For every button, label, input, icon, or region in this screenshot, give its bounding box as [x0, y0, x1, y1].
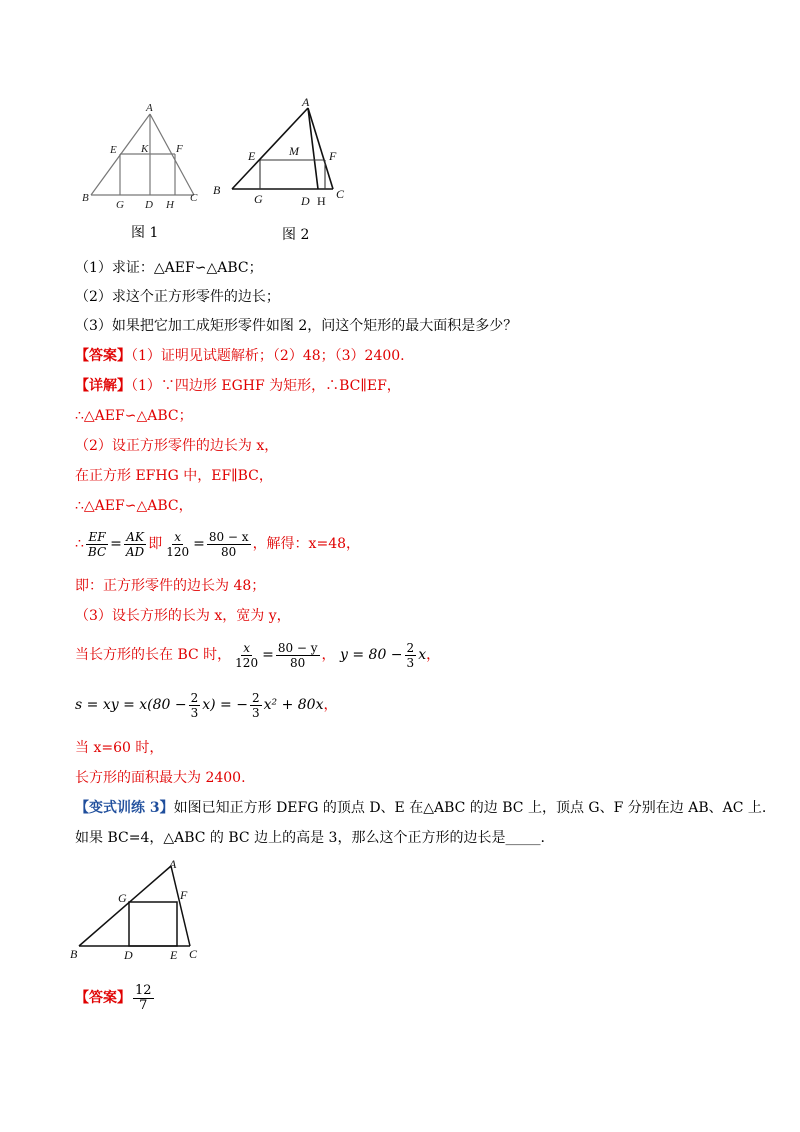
area-expression-c: x² + 80x	[263, 697, 324, 713]
variant-line-2: 如果 BC=4，△ABC 的 BC 边上的高是 3，那么这个正方形的边长是_____.	[75, 830, 545, 846]
fig1-label-F: F	[176, 143, 183, 155]
fig1-label-K: K	[141, 143, 149, 155]
fig1-label-G: G	[116, 199, 124, 211]
variant-line-1	[75, 798, 766, 818]
fraction-ak-ad	[124, 530, 146, 559]
comma: ，	[323, 697, 338, 713]
frac-den: 3	[406, 655, 415, 670]
frac-num: x	[174, 529, 182, 544]
fraction-80y-80	[276, 641, 320, 670]
figure-1	[80, 100, 210, 215]
fig2-label-F: F	[329, 149, 337, 163]
ji-word: 即	[148, 536, 163, 552]
detail-tag: 【详解】	[75, 378, 131, 394]
fig3-label-D: D	[124, 948, 133, 962]
frac-num: EF	[88, 529, 106, 544]
detail-line-1	[75, 376, 401, 396]
fig3-label-F: F	[180, 888, 188, 902]
frac-num: 2	[190, 690, 199, 705]
frac-den: 120	[235, 655, 259, 670]
equals-sign: =	[193, 536, 205, 552]
fig1-label-C: C	[190, 192, 198, 204]
frac-den: 80	[290, 655, 306, 670]
figure-2-drawing	[210, 92, 355, 217]
frac-num: AK	[126, 529, 144, 544]
fig2-label-C: C	[336, 187, 345, 201]
question-3: （3）如果把它加工成矩形零件如图 2，问这个矩形的最大面积是多少？	[75, 318, 518, 334]
fig2-label-G: G	[254, 192, 263, 206]
frac-den: BC	[87, 544, 107, 559]
fraction-2-3-a	[189, 691, 201, 720]
solve-result: ，解得：x=48，	[252, 536, 361, 552]
answer2-line	[75, 978, 156, 1018]
figure-3	[65, 858, 215, 963]
detail-text-1: （1）∵四边形 EGHF 为矩形，∴BC∥EF，	[131, 378, 401, 394]
frac-num: 80 − x	[208, 529, 249, 544]
frac-num: 2	[251, 690, 260, 705]
y-expression: y = 80 −	[340, 647, 403, 663]
frac-den: 80	[221, 544, 237, 559]
frac-den: AD	[125, 544, 145, 559]
answer-tag: 【答案】	[75, 348, 131, 364]
fig2-label-H: H	[317, 194, 326, 208]
fig1-label-H: H	[166, 199, 174, 211]
detail-line-2: ∴△AEF∽△ABC；	[75, 408, 193, 424]
fig3-label-G: G	[118, 891, 127, 905]
fig3-label-A: A	[169, 858, 177, 871]
figure-3-drawing	[65, 858, 215, 963]
answer2-numerator: 12	[135, 982, 152, 998]
question-2: （2）求这个正方形零件的边长；	[75, 289, 280, 305]
frac-num: 2	[406, 640, 415, 655]
x-var: x	[418, 647, 427, 663]
detail-line-12: 长方形的面积最大为 2400.	[75, 770, 246, 786]
frac-den: 3	[190, 705, 199, 720]
answer-text: （1）证明见试题解析；（2）48；（3）2400.	[131, 348, 405, 364]
fig1-label-A: A	[146, 102, 153, 114]
question-1: （1）求证：△AEF∽△ABC；	[75, 260, 263, 276]
detail-line-10	[75, 688, 337, 722]
detail-line-8: （3）设长方形的长为 x，宽为 y，	[75, 608, 291, 624]
frac-den: 3	[251, 705, 260, 720]
detail-line-6	[75, 527, 360, 561]
fig3-label-C: C	[189, 947, 198, 961]
answer2-fraction	[133, 984, 154, 1013]
fraction-80x-80	[207, 530, 251, 559]
answer-line	[75, 346, 405, 366]
detail-line-11: 当 x=60 时，	[75, 740, 164, 756]
fig3-label-B: B	[70, 947, 78, 961]
equals-sign: =	[110, 536, 122, 552]
fraction-ef-bc	[86, 530, 108, 559]
fraction-2-3	[405, 641, 417, 670]
fig2-label-A: A	[302, 95, 310, 109]
fig2-label-E: E	[248, 149, 256, 163]
fig2-label-B: B	[213, 183, 221, 197]
figure-2	[210, 92, 355, 217]
when-text: 当长方形的长在 BC 时，	[75, 647, 232, 663]
answer2-denominator: 7	[139, 997, 148, 1013]
therefore-symbol: ∴	[75, 536, 84, 552]
fraction-x-120	[164, 530, 191, 559]
detail-line-4: 在正方形 EFHG 中，EF∥BC，	[75, 468, 273, 484]
detail-line-5: ∴△AEF∽△ABC，	[75, 498, 193, 514]
area-expression-b: x) = −	[202, 697, 248, 713]
answer2-tag: 【答案】	[75, 990, 131, 1006]
fraction-x-120-b	[233, 641, 260, 670]
detail-line-7: 即：正方形零件的边长为 48；	[75, 578, 266, 594]
detail-line-3: （2）设正方形零件的边长为 x，	[75, 438, 279, 454]
comma: ，	[426, 647, 441, 663]
detail-line-9	[75, 638, 440, 672]
figure-2-caption: 图 2	[282, 227, 310, 243]
figure-1-caption: 图 1	[131, 225, 159, 241]
fraction-2-3-b	[250, 691, 262, 720]
frac-den: 120	[166, 544, 190, 559]
fig1-label-E: E	[110, 144, 117, 156]
fig2-label-D: D	[301, 194, 310, 208]
fig1-label-B: B	[82, 192, 89, 204]
fig2-label-M: M	[289, 144, 299, 158]
variant-tag: 【变式训练 3】	[75, 800, 174, 816]
frac-num: 80 − y	[277, 640, 318, 655]
frac-num: x	[243, 640, 251, 655]
equals-sign: =	[262, 647, 274, 663]
comma: ，	[321, 647, 336, 663]
variant-text-1: 如图已知正方形 DEFG 的顶点 D、E 在△ABC 的边 BC 上，顶点 G、F 分别在边 AB、AC 上.	[173, 800, 767, 816]
fig1-label-D: D	[145, 199, 153, 211]
fig3-label-E: E	[170, 948, 178, 962]
figure-1-drawing	[80, 100, 210, 215]
area-expression-a: s = xy = x(80 −	[75, 697, 187, 713]
